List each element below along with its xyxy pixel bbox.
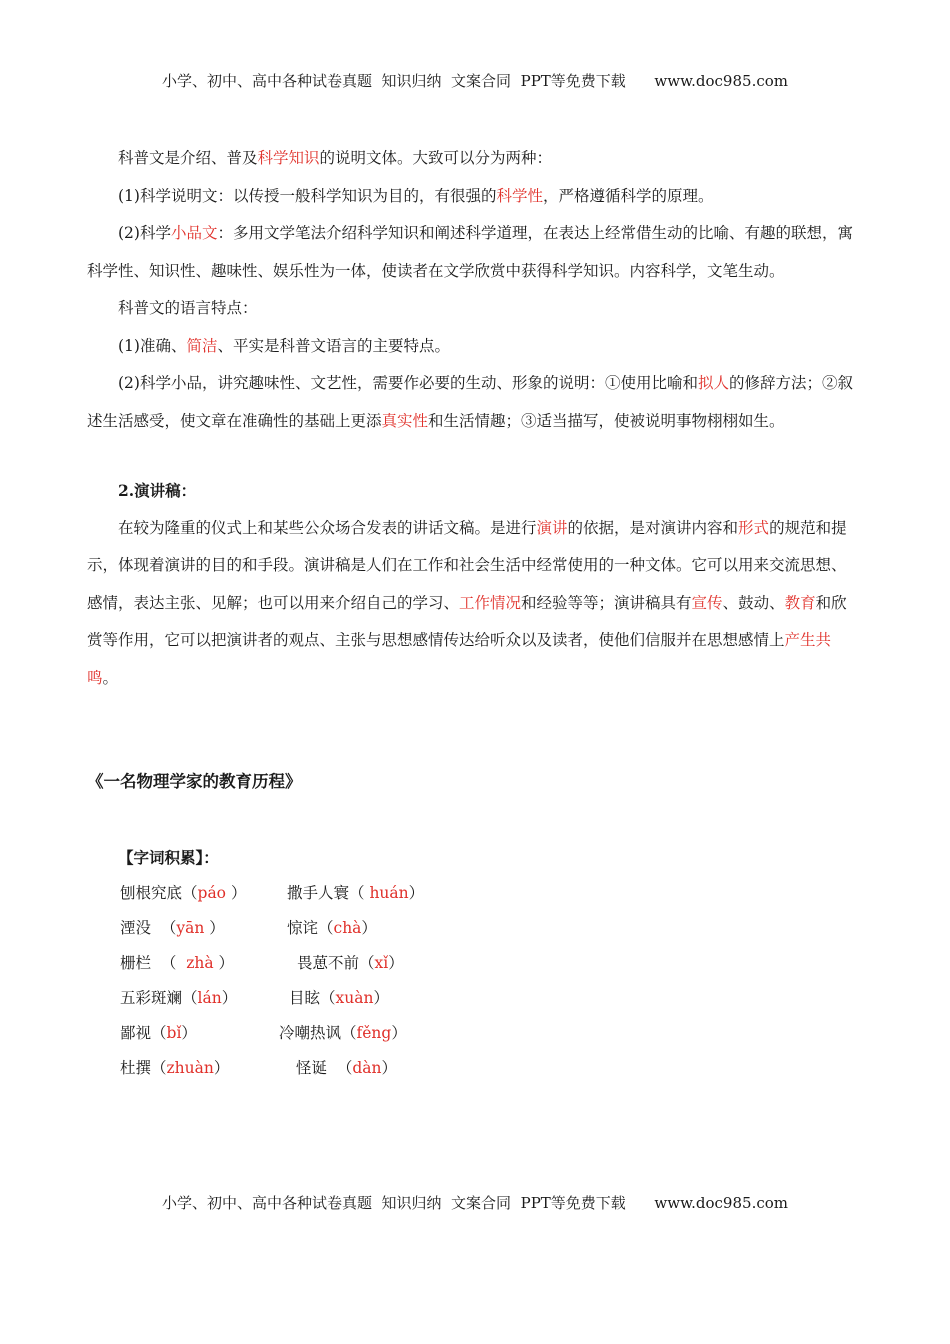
highlight-term: 产生共鸣 — [87, 631, 832, 687]
pinyin: dàn — [352, 1059, 382, 1077]
vocab-entry-right: 冷嘲热讽（fěng） — [279, 1024, 407, 1042]
pinyin: lán — [197, 989, 222, 1007]
pinyin: xǐ — [374, 954, 389, 972]
kepu-item-1: (1)科学说明文：以传授一般科学知识为目的，有很强的科学性，严格遵循科学的原理。 — [118, 186, 714, 205]
highlight-term: 小品文 — [170, 224, 218, 242]
vocab-entry-left: 鄙视（bǐ） — [120, 1024, 197, 1042]
highlight-term: 简洁 — [186, 336, 218, 355]
vocab-entry-right: 畏葸不前（xǐ） — [297, 954, 404, 972]
highlight-term: 工作情况 — [459, 593, 522, 612]
speech-paragraph: 在较为隆重的仪式上和某些公众场合发表的讲话文稿。是进行演讲的依据，是对演讲内容和形式的规范和提示，体现着演讲的目的和手段。演讲稿是人们在工作和社会生活中经常使用的一种文体。它可以用来交流思想、感情，表达主张、见解；也可以用来介绍自己的学习、工作情况和经验等等；演讲稿具有宣传、鼓动、教育和欣赏等作用，它可以把演讲者的观点、主张与思想感情传达给听众以及读者，使他们信服并在思想感情上产生共鸣。 — [87, 518, 847, 687]
vocab-entry-left: 五彩斑斓（lán） — [120, 989, 238, 1007]
highlight-term: 演讲 — [536, 518, 568, 537]
document-body — [87, 140, 857, 1086]
vocab-row — [87, 876, 857, 911]
vocab-row — [87, 1016, 857, 1051]
pinyin: chà — [333, 919, 362, 937]
vocab-entry-right: 撒手人寰（ huán） — [287, 884, 425, 902]
vocab-entry-left: 栅栏 （ zhà ） — [120, 954, 235, 972]
vocab-entry-left: 刨根究底（páo ） — [120, 884, 247, 902]
page-header: 小学、初中、高中各种试卷真题 知识归纳 文案合同 PPT等免费下载 www.doc985.com — [161, 72, 788, 90]
highlight-term: 拟人 — [697, 374, 729, 392]
pinyin: bǐ — [166, 1024, 182, 1042]
pinyin: yān — [176, 919, 205, 937]
vocab-heading: 【字词积累】： — [118, 847, 219, 867]
highlight-term: 教育 — [784, 593, 816, 612]
highlight-term: 科学性 — [496, 186, 543, 205]
kepu-language-2: (2)科学小品，讲究趣味性、文艺性，需要作必要的生动、形象的说明：①使用比喻和拟人的修辞方法；②叙述生活感受，使文章在准确性的基础上更添真实性和生活情趣；③适当描写，使被说明事物栩栩如生。 — [87, 374, 853, 430]
vocab-row — [87, 911, 857, 946]
kepu-language-title: 科普文的语言特点： — [118, 299, 258, 317]
vocab-entry-right: 怪诞 （dàn） — [296, 1059, 398, 1077]
speech-heading: 2.演讲稿： — [118, 481, 197, 500]
vocab-row — [87, 946, 857, 981]
kepu-item-2: (2)科学小品文：多用文学笔法介绍科学知识和阐述科学道理，在表达上经常借生动的比喻、有趣的联想，寓科学性、知识性、趣味性、娱乐性为一体，使读者在文学欣赏中获得科学知识。内容科学，文笔生动。 — [87, 224, 853, 280]
kepu-intro: 科普文是介绍、普及科学知识的说明文体。大致可以分为两种： — [118, 149, 553, 167]
page-footer: 小学、初中、高中各种试卷真题 知识归纳 文案合同 PPT等免费下载 www.doc985.com — [161, 1194, 788, 1212]
highlight-term: 真实性 — [381, 411, 429, 430]
highlight-term: 形式 — [738, 518, 770, 537]
vocab-list — [87, 876, 857, 1086]
vocab-entry-left: 湮没 （yān ） — [120, 919, 225, 937]
pinyin: xuàn — [335, 989, 374, 1007]
pinyin: zhuàn — [166, 1059, 214, 1077]
pinyin: zhà — [186, 954, 214, 972]
pinyin: páo — [197, 884, 227, 902]
vocab-entry-left: 杜撰（zhuàn） — [120, 1059, 230, 1077]
highlight-term: 科学知识 — [257, 149, 320, 167]
vocab-row — [87, 1051, 857, 1086]
article-title: 《一名物理学家的教育历程》 — [87, 772, 302, 791]
kepu-language-1: (1)准确、简洁、平实是科普文语言的主要特点。 — [118, 336, 450, 355]
vocab-row — [87, 981, 857, 1016]
pinyin: huán — [369, 884, 409, 902]
vocab-entry-right: 惊诧（chà） — [287, 919, 377, 937]
vocab-entry-right: 目眩（xuàn） — [289, 989, 389, 1007]
pinyin: fěng — [356, 1024, 392, 1042]
highlight-term: 宣传 — [691, 593, 723, 612]
